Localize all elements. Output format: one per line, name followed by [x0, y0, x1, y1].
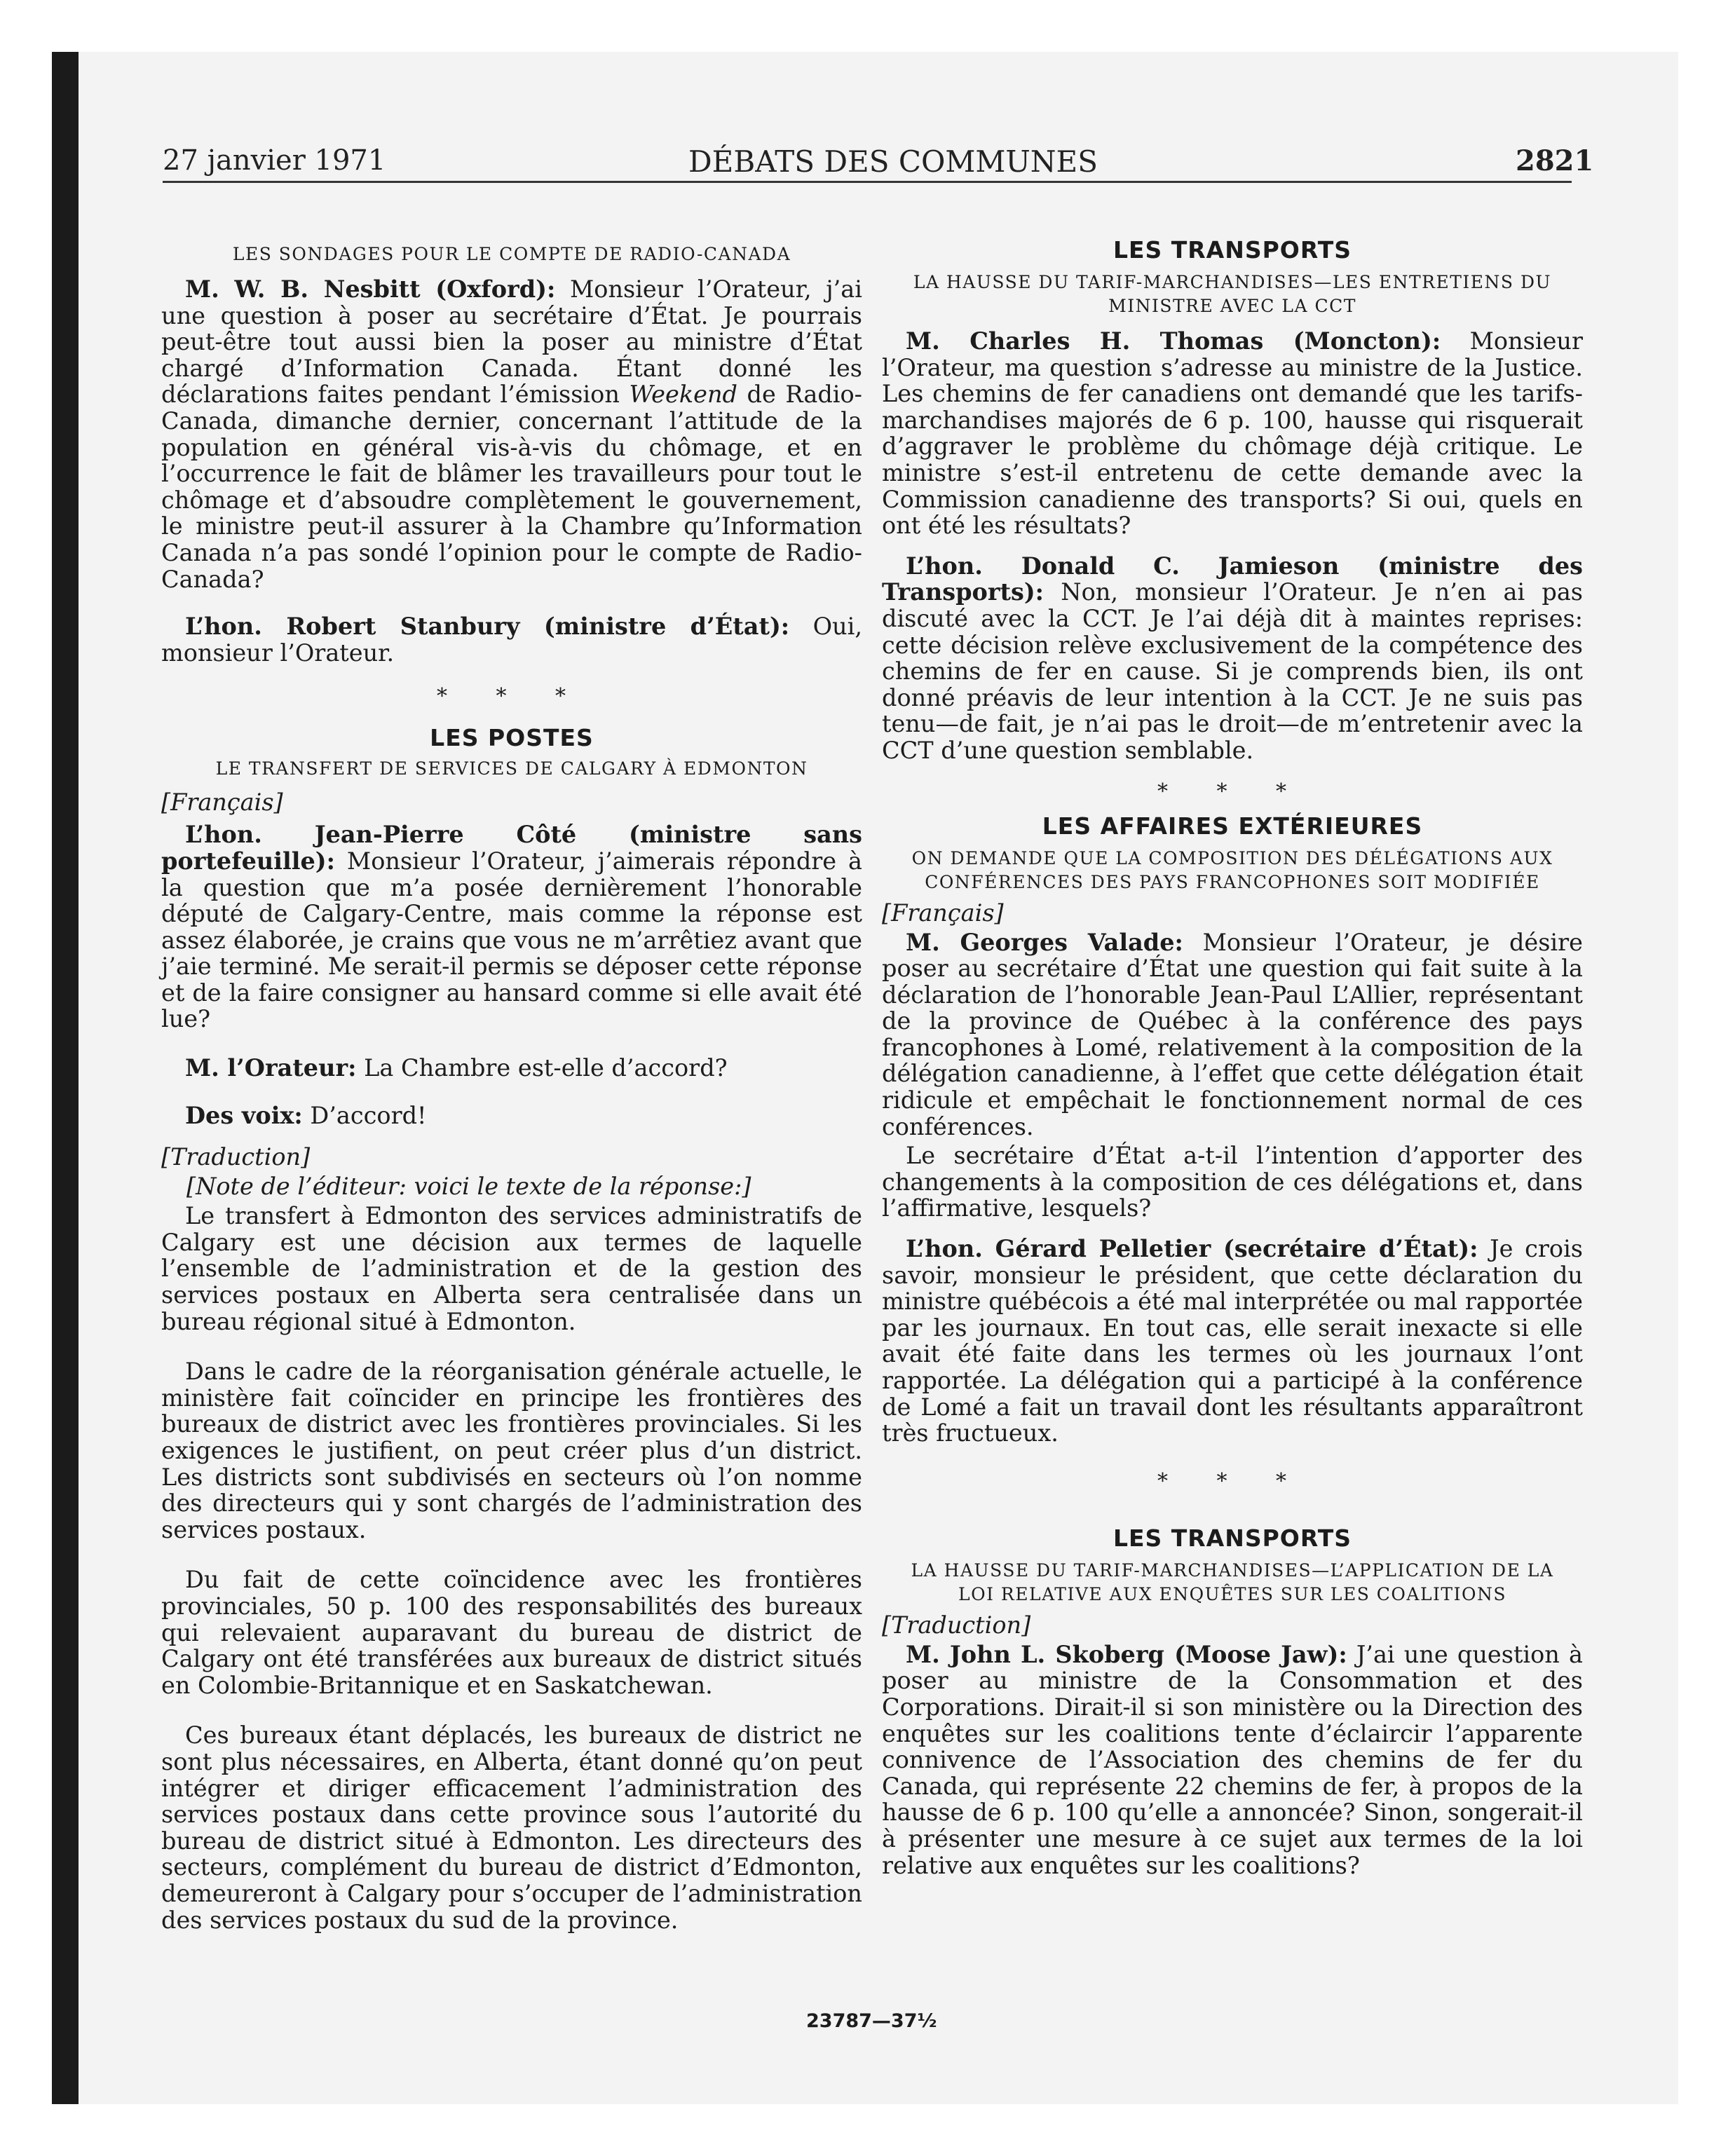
- speech-skoberg: [882, 1642, 1583, 1878]
- speech-valade-cont: Le secrétaire d’État a-t-il l’intention d’apporter des changements à la composition de ces délégations et, dans l’affirmative, lesquels?: [882, 1142, 1583, 1222]
- speech-cote: [161, 821, 862, 1032]
- speech-text: Monsieur l’Orateur, j’ai une question à poser au secrétaire d’État. Je pourrais peut-être tout aussi bien la poser au ministre d’État chargé d’Information Canada. Étant donné les déclarations faites pendant l’émission: [161, 275, 862, 409]
- speaker-name: M. W. B. Nesbitt (Oxford):: [185, 275, 556, 303]
- speaker-name: L’hon. Gérard Pelletier (secrétaire d’État):: [906, 1235, 1478, 1263]
- speech-pelletier: [882, 1236, 1583, 1447]
- subheading-sondages: LES SONDAGES POUR LE COMPTE DE RADIO-CANADA: [232, 244, 791, 264]
- speaker-name: L’hon. Donald C. Jamieson (ministre des Transports):: [882, 552, 1583, 606]
- header-title: DÉBATS DES COMMUNES: [688, 144, 1098, 179]
- speech-text: Oui, monsieur l’Orateur.: [161, 613, 862, 667]
- page-number: 2821: [1516, 144, 1594, 177]
- speech-text: D’accord!: [302, 1101, 427, 1129]
- speech-orateur: [161, 1055, 862, 1082]
- response-paragraph: Dans le cadre de la réorganisation générale actuelle, le ministère fait coïncider en principe les frontières des bureaux de district avec les frontières provinciales. Si les exigences le justifient, on peut créer plus d’un district. Les districts sont subdivisés en secteurs où l’on nomme des directeurs qui y sont chargés de l’administration des services postaux.: [161, 1358, 862, 1543]
- language-marker: [Français]: [161, 789, 283, 817]
- speaker-name: L’hon. Jean-Pierre Côté (ministre sans portefeuille):: [161, 821, 862, 875]
- speech-valade: [882, 929, 1583, 1140]
- language-marker: [Traduction]: [882, 1611, 1031, 1639]
- section-title-transports: LES TRANSPORTS: [1113, 236, 1352, 264]
- section-separator: * * *: [1157, 1468, 1308, 1494]
- speech-text: Monsieur l’Orateur, ma question s’adresse au ministre de la Justice. Les chemins de fer canadiens ont demandé que les tarifs-marchandises majorés de 6 p. 100, hausse qui risquerait d’aggraver le problème du chômage déjà critique. Le ministre s’est-il entretenu de cette demande avec la Commission canadienne des transports? Si oui, quels en ont été les résultats?: [882, 327, 1583, 540]
- speech-jamieson: [882, 553, 1583, 764]
- section-separator: * * *: [436, 684, 587, 709]
- speech-text: Monsieur l’Orateur, j’aimerais répondre à la question que m’a posée dernièrement l’honorable député de Calgary-Centre, mais comme la réponse est assez élaborée, je crains que vous ne m’arrêtiez avant que j’aie terminé. Me serait-il permis se déposer cette réponse et de la faire consigner au hansard comme si elle avait été lue?: [161, 847, 862, 1033]
- speech-text: J’ai une question à poser au ministre de la Consommation et des Corporations. Dirait-il si son ministère ou la Direction des enquêtes sur les coalitions tente d’éclaircir l’apparente connivence de l’Association des chemins de fer du Canada, qui représente 22 chemins de fer, à propos de la hausse de 6 p. 100 qu’elle a annoncée? Sinon, songerait-il à présenter une mesure à ce sujet aux termes de la loi relative aux enquêtes sur les coalitions?: [882, 1640, 1584, 1879]
- section-title-postes: LES POSTES: [430, 724, 594, 752]
- speech-text: Monsieur l’Orateur, je désire poser au secrétaire d’État une question qui fait suite à la déclaration de l’honorable Jean-Paul L’Allier, représentant de la province de Québec à la conférence des pays francophones à Lomé, relativement à la composition de la délégation canadienne, à l’effet que cette délégation était ridicule et empêchait le fonctionnement normal de ces conférences.: [882, 928, 1583, 1140]
- response-paragraph: Le transfert à Edmonton des services administratifs de Calgary est une décision aux termes de laquelle l’ensemble de l’administration et de la gestion des services postaux en Alberta sera centralisée dans un bureau régional situé à Edmonton.: [161, 1202, 862, 1335]
- speech-nesbitt: [161, 276, 862, 592]
- speaker-name: Des voix:: [185, 1101, 303, 1129]
- subheading-transfert: LE TRANSFERT DE SERVICES DE CALGARY À EDMONTON: [215, 758, 808, 779]
- left-column: [161, 236, 862, 1933]
- speaker-name: M. Georges Valade:: [906, 928, 1183, 956]
- speaker-name: M. Charles H. Thomas (Moncton):: [906, 327, 1441, 355]
- speech-thomas: [882, 328, 1583, 539]
- header-rule: [163, 181, 1572, 183]
- language-marker: [Français]: [882, 899, 1004, 927]
- program-title: Weekend: [629, 381, 737, 409]
- section-separator: * * *: [1157, 779, 1308, 804]
- speaker-name: M. John L. Skoberg (Moose Jaw):: [906, 1640, 1347, 1668]
- section-title-transports: LES TRANSPORTS: [1113, 1524, 1352, 1552]
- response-paragraph: Ces bureaux étant déplacés, les bureaux de district ne sont plus nécessaires, en Alberta, étant donné qu’on peut intégrer et diriger efficacement l’administration des services postaux dans cette province sous l’autorité du bureau de district situé à Edmonton. Les directeurs des secteurs, complément du bureau de district d’Edmonton, demeureront à Calgary pour s’occuper de l’administration des services postaux du sud de la province.: [161, 1721, 862, 1934]
- language-marker: [Traduction]: [161, 1143, 311, 1171]
- subheading-delegations: ON DEMANDE QUE LA COMPOSITION DES DÉLÉGATIONS AUX CONFÉRENCES DES PAYS FRANCOPHONES SOIT MODIFIÉE: [911, 847, 1553, 892]
- printer-code: 23787—37½: [806, 2010, 937, 2032]
- editor-note: [Note de l’éditeur: voici le texte de la réponse:]: [186, 1173, 751, 1201]
- section-title-affaires: LES AFFAIRES EXTÉRIEURES: [1042, 812, 1423, 840]
- scan-edge-bar: [52, 52, 79, 2104]
- subheading-hausse-entretiens: LA HAUSSE DU TARIF-MARCHANDISES—LES ENTRETIENS DU MINISTRE AVEC LA CCT: [913, 272, 1552, 316]
- response-paragraph: Du fait de cette coïncidence avec les frontières provinciales, 50 p. 100 des responsabilités des bureaux qui relevaient auparavant du bureau de district de Calgary ont été transférées aux bureaux de district situés en Colombie-Britannique et en Saskatchewan.: [161, 1566, 862, 1699]
- subheading-coalitions: LA HAUSSE DU TARIF-MARCHANDISES—L’APPLICATION DE LA LOI RELATIVE AUX ENQUÊTES SUR LES COALITIONS: [911, 1560, 1554, 1604]
- right-column: [882, 236, 1583, 1878]
- speech-text: Je crois savoir, monsieur le président, que cette déclaration du ministre québécois a été mal interprétée ou mal rapportée par les journaux. En tout cas, elle serait inexacte si elle avait été faite dans les termes où les journaux l’ont rapportée. La délégation qui a participé à la conférence de Lomé a fait un travail dont les résultants apparaîtront très fructueux.: [882, 1235, 1583, 1447]
- speech-stanbury: [161, 613, 862, 666]
- speech-text: de Radio-Canada, dimanche dernier, concernant l’attitude de la population en général vis-à-vis du chômage, et en l’occurrence le fait de blâmer les travailleurs pour tout le chômage et d’absoudre complètement le gouvernement, le ministre peut-il assurer à la Chambre qu’Information Canada n’a pas sondé l’opinion pour le compte de Radio-Canada?: [161, 381, 862, 593]
- speech-text: La Chambre est-elle d’accord?: [356, 1054, 728, 1082]
- header-date: 27 janvier 1971: [163, 144, 386, 177]
- speaker-name: L’hon. Robert Stanbury (ministre d’État):: [185, 613, 790, 641]
- speech-voix: [161, 1103, 862, 1129]
- speaker-name: M. l’Orateur:: [185, 1054, 357, 1082]
- speech-text: Non, monsieur l’Orateur. Je n’en ai pas discuté avec la CCT. Je l’ai déjà dit à maintes reprises: cette décision relève exclusivement de la compétence des chemins de fer en cause. Si je comprends bien, ils ont donné préavis de leur intention à la CCT. Je ne suis pas tenu—de fait, je n’ai pas le droit—de m’entretenir avec la CCT d’une question semblable.: [882, 578, 1583, 764]
